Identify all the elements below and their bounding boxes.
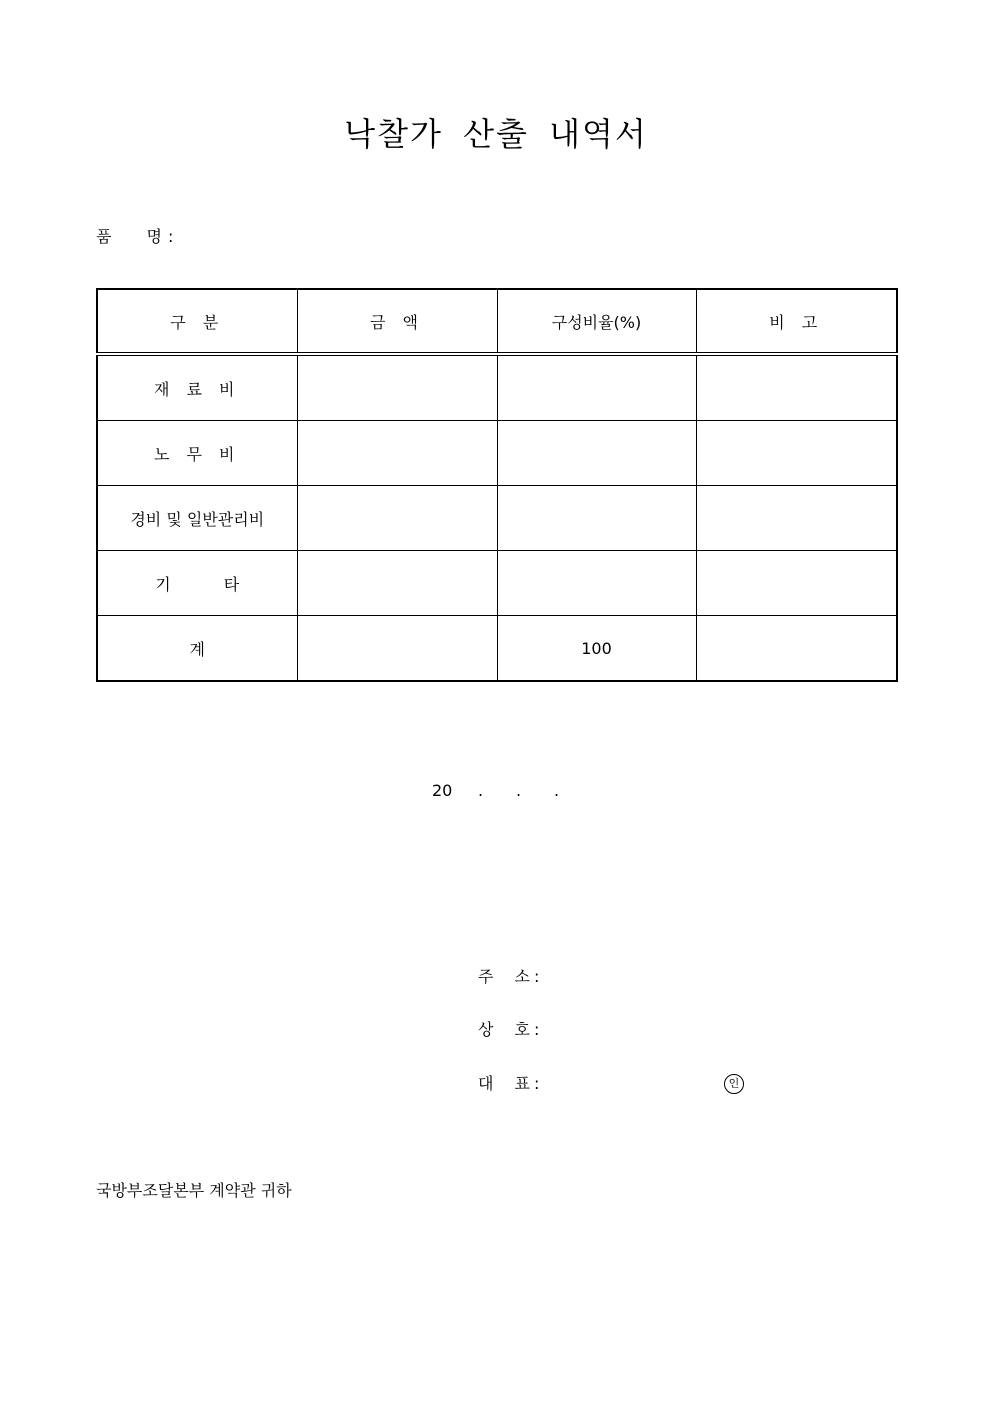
row-note[interactable] [696,551,897,616]
row-category: 노 무 비 [97,421,297,486]
row-ratio: 100 [497,616,696,682]
table-row [97,421,897,486]
row-category: 재 료 비 [97,354,297,421]
table-row [97,486,897,551]
cost-breakdown-table [96,288,898,682]
representative-line [478,1073,544,1095]
row-amount[interactable] [297,486,497,551]
row-category: 경비 및 일반관리비 [97,486,297,551]
row-ratio[interactable] [497,421,696,486]
row-amount[interactable] [297,551,497,616]
row-ratio[interactable] [497,551,696,616]
row-amount[interactable] [297,421,497,486]
row-note[interactable] [696,486,897,551]
row-amount[interactable] [297,354,497,421]
addressee: 국방부조달본부 계약관 귀하 [96,1181,292,1200]
item-name-line [96,226,173,248]
header-ratio: 구성비율(%) [497,289,696,354]
row-ratio[interactable] [497,486,696,551]
row-ratio[interactable] [497,354,696,421]
row-note[interactable] [696,616,897,682]
item-name-label: 품 명 [96,227,162,246]
date-year: 20 [432,781,453,800]
date-sep-day: . [554,781,560,800]
representative-colon: : [534,1074,540,1093]
seal-mark: 인 [724,1074,744,1094]
row-amount[interactable] [297,616,497,682]
address-colon: : [534,967,540,986]
table-total-row [97,616,897,682]
item-name-colon: : [168,227,174,246]
address-line [478,966,544,988]
date-sep-year: . [478,781,484,800]
table-row [97,551,897,616]
company-label: 상 호 [478,1020,530,1039]
row-note[interactable] [696,354,897,421]
address-label: 주 소 [478,967,530,986]
document-title: 낙찰가 산출 내역서 [344,115,648,153]
company-colon: : [534,1020,540,1039]
row-category: 계 [97,616,297,682]
company-line [478,1019,544,1041]
row-category: 기 타 [97,551,297,616]
table-header-row [97,289,897,354]
header-category: 구 분 [97,289,297,354]
header-amount: 금 액 [297,289,497,354]
representative-label: 대 표 [478,1074,530,1093]
header-note: 비 고 [696,289,897,354]
date-sep-month: . [516,781,522,800]
date-line [432,780,592,802]
row-note[interactable] [696,421,897,486]
table-row [97,354,897,421]
